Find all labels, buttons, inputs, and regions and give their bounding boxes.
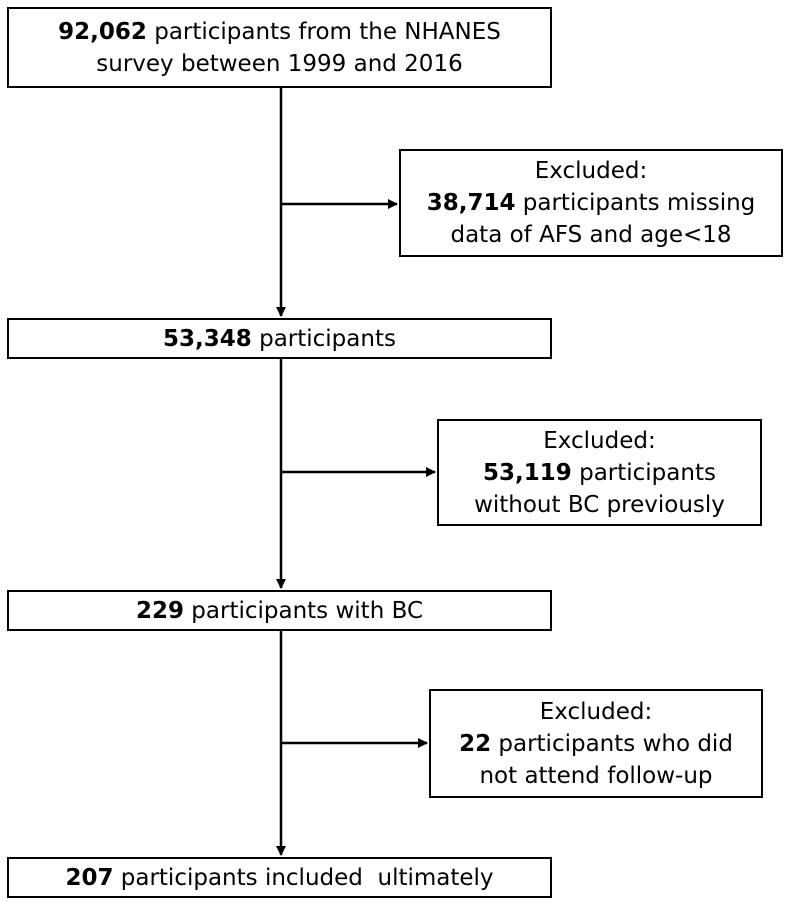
count-excluded-3: 22 bbox=[459, 730, 492, 757]
count-initial: 92,062 bbox=[58, 18, 147, 45]
box-step2-participants: 53,348 participants bbox=[7, 318, 552, 359]
count-final: 207 bbox=[65, 864, 114, 891]
box-excluded-1: Excluded: 38,714 participants missing data of AFS and age<18 bbox=[399, 149, 783, 257]
box-step3-participants: 229 participants with BC bbox=[7, 590, 552, 631]
box-initial-participants: 92,062 participants from the NHANES survey between 1999 and 2016 bbox=[7, 7, 552, 88]
count-step3: 229 bbox=[135, 597, 184, 624]
count-step2: 53,348 bbox=[163, 325, 252, 352]
box-excluded-3: Excluded: 22 participants who did not attend follow-up bbox=[429, 689, 763, 798]
count-excluded-1: 38,714 bbox=[426, 190, 516, 216]
count-excluded-2: 53,119 bbox=[483, 459, 572, 486]
box-excluded-2: Excluded: 53,119 participants without BC previously bbox=[437, 419, 762, 526]
box-final-participants: 207 participants included ultimately bbox=[7, 857, 552, 898]
